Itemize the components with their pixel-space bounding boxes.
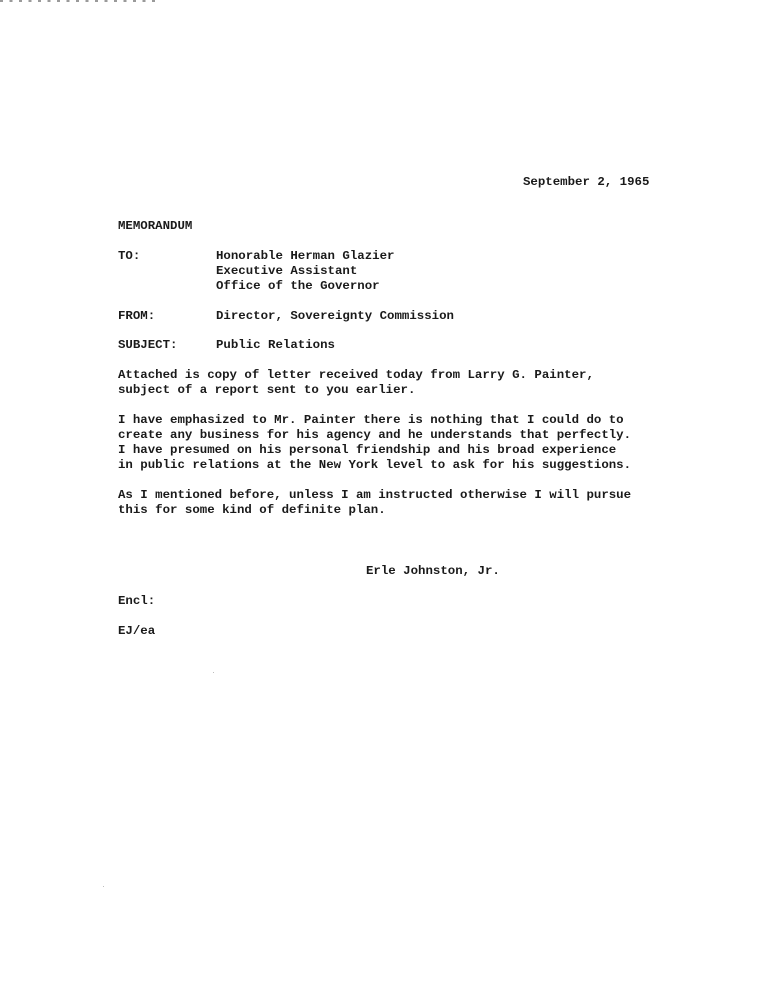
- body-line: this for some kind of definite plan.: [118, 503, 386, 517]
- body-line: I have presumed on his personal friendship and his broad experience: [118, 443, 617, 457]
- memo-date: September 2, 1965: [523, 175, 650, 189]
- to-line-2: Executive Assistant: [216, 264, 358, 278]
- to-line-3: Office of the Governor: [216, 279, 380, 293]
- subject-label: SUBJECT:: [118, 338, 178, 352]
- reference-initials: EJ/ea: [118, 624, 156, 638]
- from-value: Director, Sovereignty Commission: [216, 309, 454, 323]
- from-label: FROM:: [118, 309, 156, 323]
- scan-speck: [103, 886, 104, 887]
- to-label: TO:: [118, 249, 141, 263]
- enclosure-note: Encl:: [118, 594, 156, 608]
- memo-title: MEMORANDUM: [118, 219, 193, 233]
- body-line: I have emphasized to Mr. Painter there is nothing that I could do to: [118, 413, 624, 427]
- body-line: subject of a report sent to you earlier.: [118, 383, 416, 397]
- body-line: As I mentioned before, unless I am instructed otherwise I will pursue: [118, 488, 632, 502]
- body-line: in public relations at the New York level to ask for his suggestions.: [118, 458, 632, 472]
- scan-speck: [213, 672, 214, 673]
- top-edge-dashes: [0, 0, 158, 2]
- body-line: Attached is copy of letter received today from Larry G. Painter,: [118, 368, 594, 382]
- subject-value: Public Relations: [216, 338, 335, 352]
- body-line: create any business for his agency and he understands that perfectly.: [118, 428, 632, 442]
- to-line-1: Honorable Herman Glazier: [216, 249, 395, 263]
- signature: Erle Johnston, Jr.: [366, 564, 500, 578]
